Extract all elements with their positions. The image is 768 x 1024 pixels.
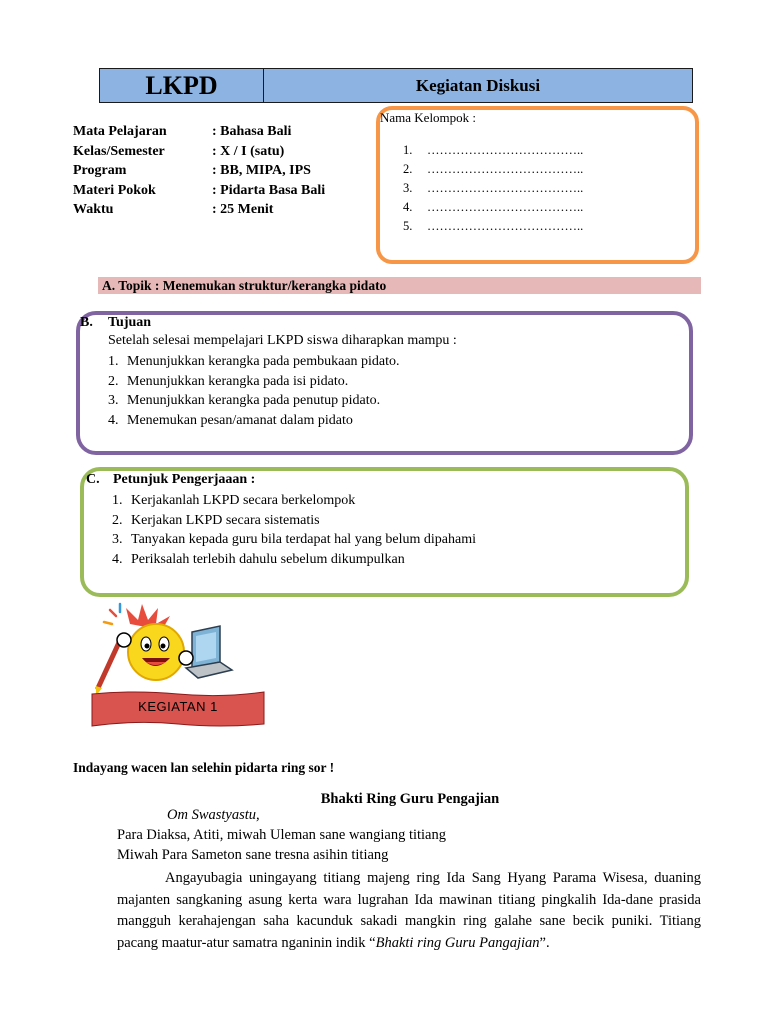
list-number: 4. <box>403 200 413 214</box>
list-item <box>108 352 400 372</box>
tujuan-list <box>108 352 400 430</box>
paragraph-end: ”. <box>539 934 550 951</box>
header-subtitle: Kegiatan Diskusi <box>415 75 541 95</box>
list-number: 4. <box>112 551 123 567</box>
speech-paragraph <box>117 868 701 954</box>
petunjuk-list <box>112 491 476 569</box>
tujuan-heading <box>80 315 151 331</box>
blank-line: ……………………………….. <box>427 181 584 195</box>
list-number: 2. <box>112 512 123 528</box>
info-value: : BB, MIPA, IPS <box>212 163 311 178</box>
list-number: 3. <box>403 181 413 195</box>
speech-greeting: Om Swastyastu, <box>167 807 260 823</box>
info-row <box>73 200 325 220</box>
list-text: Menunjukkan kerangka pada penutup pidato. <box>127 393 381 408</box>
list-text: Menunjukkan kerangka pada isi pidato. <box>127 373 349 389</box>
blank-line: ……………………………….. <box>427 219 584 233</box>
speech-line: Para Diaksa, Atiti, miwah Uleman sane wangiang titiang <box>117 827 446 843</box>
header-title: LKPD <box>100 69 264 102</box>
list-item <box>112 511 476 531</box>
info-label: Waktu <box>73 202 114 217</box>
list-text: Tanyakan kepada guru bila terdapat hal yang belum dipahami <box>131 532 477 547</box>
paragraph-text: Angayubagia uningayang titiang majeng ring Ida Sang Hyang Parama Wisesa, duaning majanten sangkaning asung kerta wara lugrahan Ida mawinan titiang pingkalih Ida-dane prasida mangguh kerahajengan saha kacunduk sakadi mangkin ring galahe sane becik puniki. Titiang pacang maatur-atur samatra nganinin indik “ <box>117 870 701 951</box>
group-name-row[interactable] <box>403 198 583 217</box>
info-value: : 25 Menit <box>212 202 274 217</box>
speech-line: Miwah Para Sameton sane tresna asihin titiang <box>117 847 389 863</box>
group-name-row[interactable] <box>403 217 583 236</box>
petunjuk-heading <box>86 472 255 488</box>
list-text: Menemukan pesan/amanat dalam pidato <box>127 412 353 428</box>
tujuan-intro: Setelah selesai mempelajari LKPD siswa diharapkan mampu : <box>108 333 457 348</box>
list-item <box>108 391 400 411</box>
list-number: 5. <box>403 219 413 233</box>
mascot-illustration <box>86 602 236 697</box>
group-name-row[interactable] <box>403 141 583 160</box>
hand-icon <box>179 651 193 665</box>
header-table <box>99 68 693 103</box>
info-label: Program <box>73 163 127 178</box>
list-number: 1. <box>108 354 119 369</box>
list-number: 2. <box>108 373 119 389</box>
laptop-icon <box>186 626 232 678</box>
info-label: Kelas/Semester <box>73 143 165 159</box>
info-row <box>73 181 325 201</box>
list-number: 4. <box>108 412 119 428</box>
list-item <box>112 530 476 550</box>
info-label: Mata Pelajaran <box>73 124 167 139</box>
activity-banner-label: KEGIATAN 1 <box>138 699 218 714</box>
list-item <box>112 550 476 570</box>
info-row <box>73 122 325 142</box>
info-label: Materi Pokok <box>73 182 156 198</box>
info-row <box>73 142 325 162</box>
section-title: Petunjuk Pengerjaaan : <box>113 472 256 487</box>
list-text: Periksalah terlebih dahulu sebelum dikumpulkan <box>131 551 405 567</box>
list-item <box>108 372 400 392</box>
group-name-row[interactable] <box>403 179 583 198</box>
blank-line: ……………………………….. <box>427 200 584 214</box>
hand-icon <box>117 633 131 647</box>
topic-bar: A. Topik : Menemukan struktur/kerangka pidato <box>98 277 701 294</box>
instruction-text: Indayang wacen lan selehin pidarta ring sor ! <box>73 760 335 775</box>
spark-icon <box>104 604 120 624</box>
list-item <box>108 411 400 431</box>
info-value: : Pidarta Basa Bali <box>212 182 326 198</box>
list-text: Menunjukkan kerangka pada pembukaan pidato. <box>127 354 400 369</box>
blank-line: ……………………………….. <box>427 162 584 176</box>
list-text: Kerjakanlah LKPD secara berkelompok <box>131 493 356 508</box>
list-number: 1. <box>403 143 413 157</box>
list-number: 2. <box>403 162 413 176</box>
section-letter: C. <box>86 472 100 487</box>
info-value: : Bahasa Bali <box>212 124 292 139</box>
list-item <box>112 491 476 511</box>
paragraph-italic: Bhakti ring Guru Pangajian <box>375 934 540 951</box>
group-name-row[interactable] <box>403 160 583 179</box>
list-number: 3. <box>112 532 123 547</box>
info-block <box>73 122 325 220</box>
list-number: 1. <box>112 493 123 508</box>
group-names-list <box>403 141 583 236</box>
smiley-face-icon <box>128 624 184 680</box>
list-text: Kerjakan LKPD secara sistematis <box>131 512 320 528</box>
group-names-title: Nama Kelompok : <box>380 110 477 125</box>
section-title: Tujuan <box>108 315 152 330</box>
info-value: : X / I (satu) <box>212 143 285 159</box>
list-number: 3. <box>108 393 119 408</box>
blank-line: ……………………………….. <box>427 143 584 157</box>
info-row <box>73 161 325 181</box>
section-letter: B. <box>80 315 93 330</box>
speech-title: Bhakti Ring Guru Pengajian <box>320 791 500 807</box>
